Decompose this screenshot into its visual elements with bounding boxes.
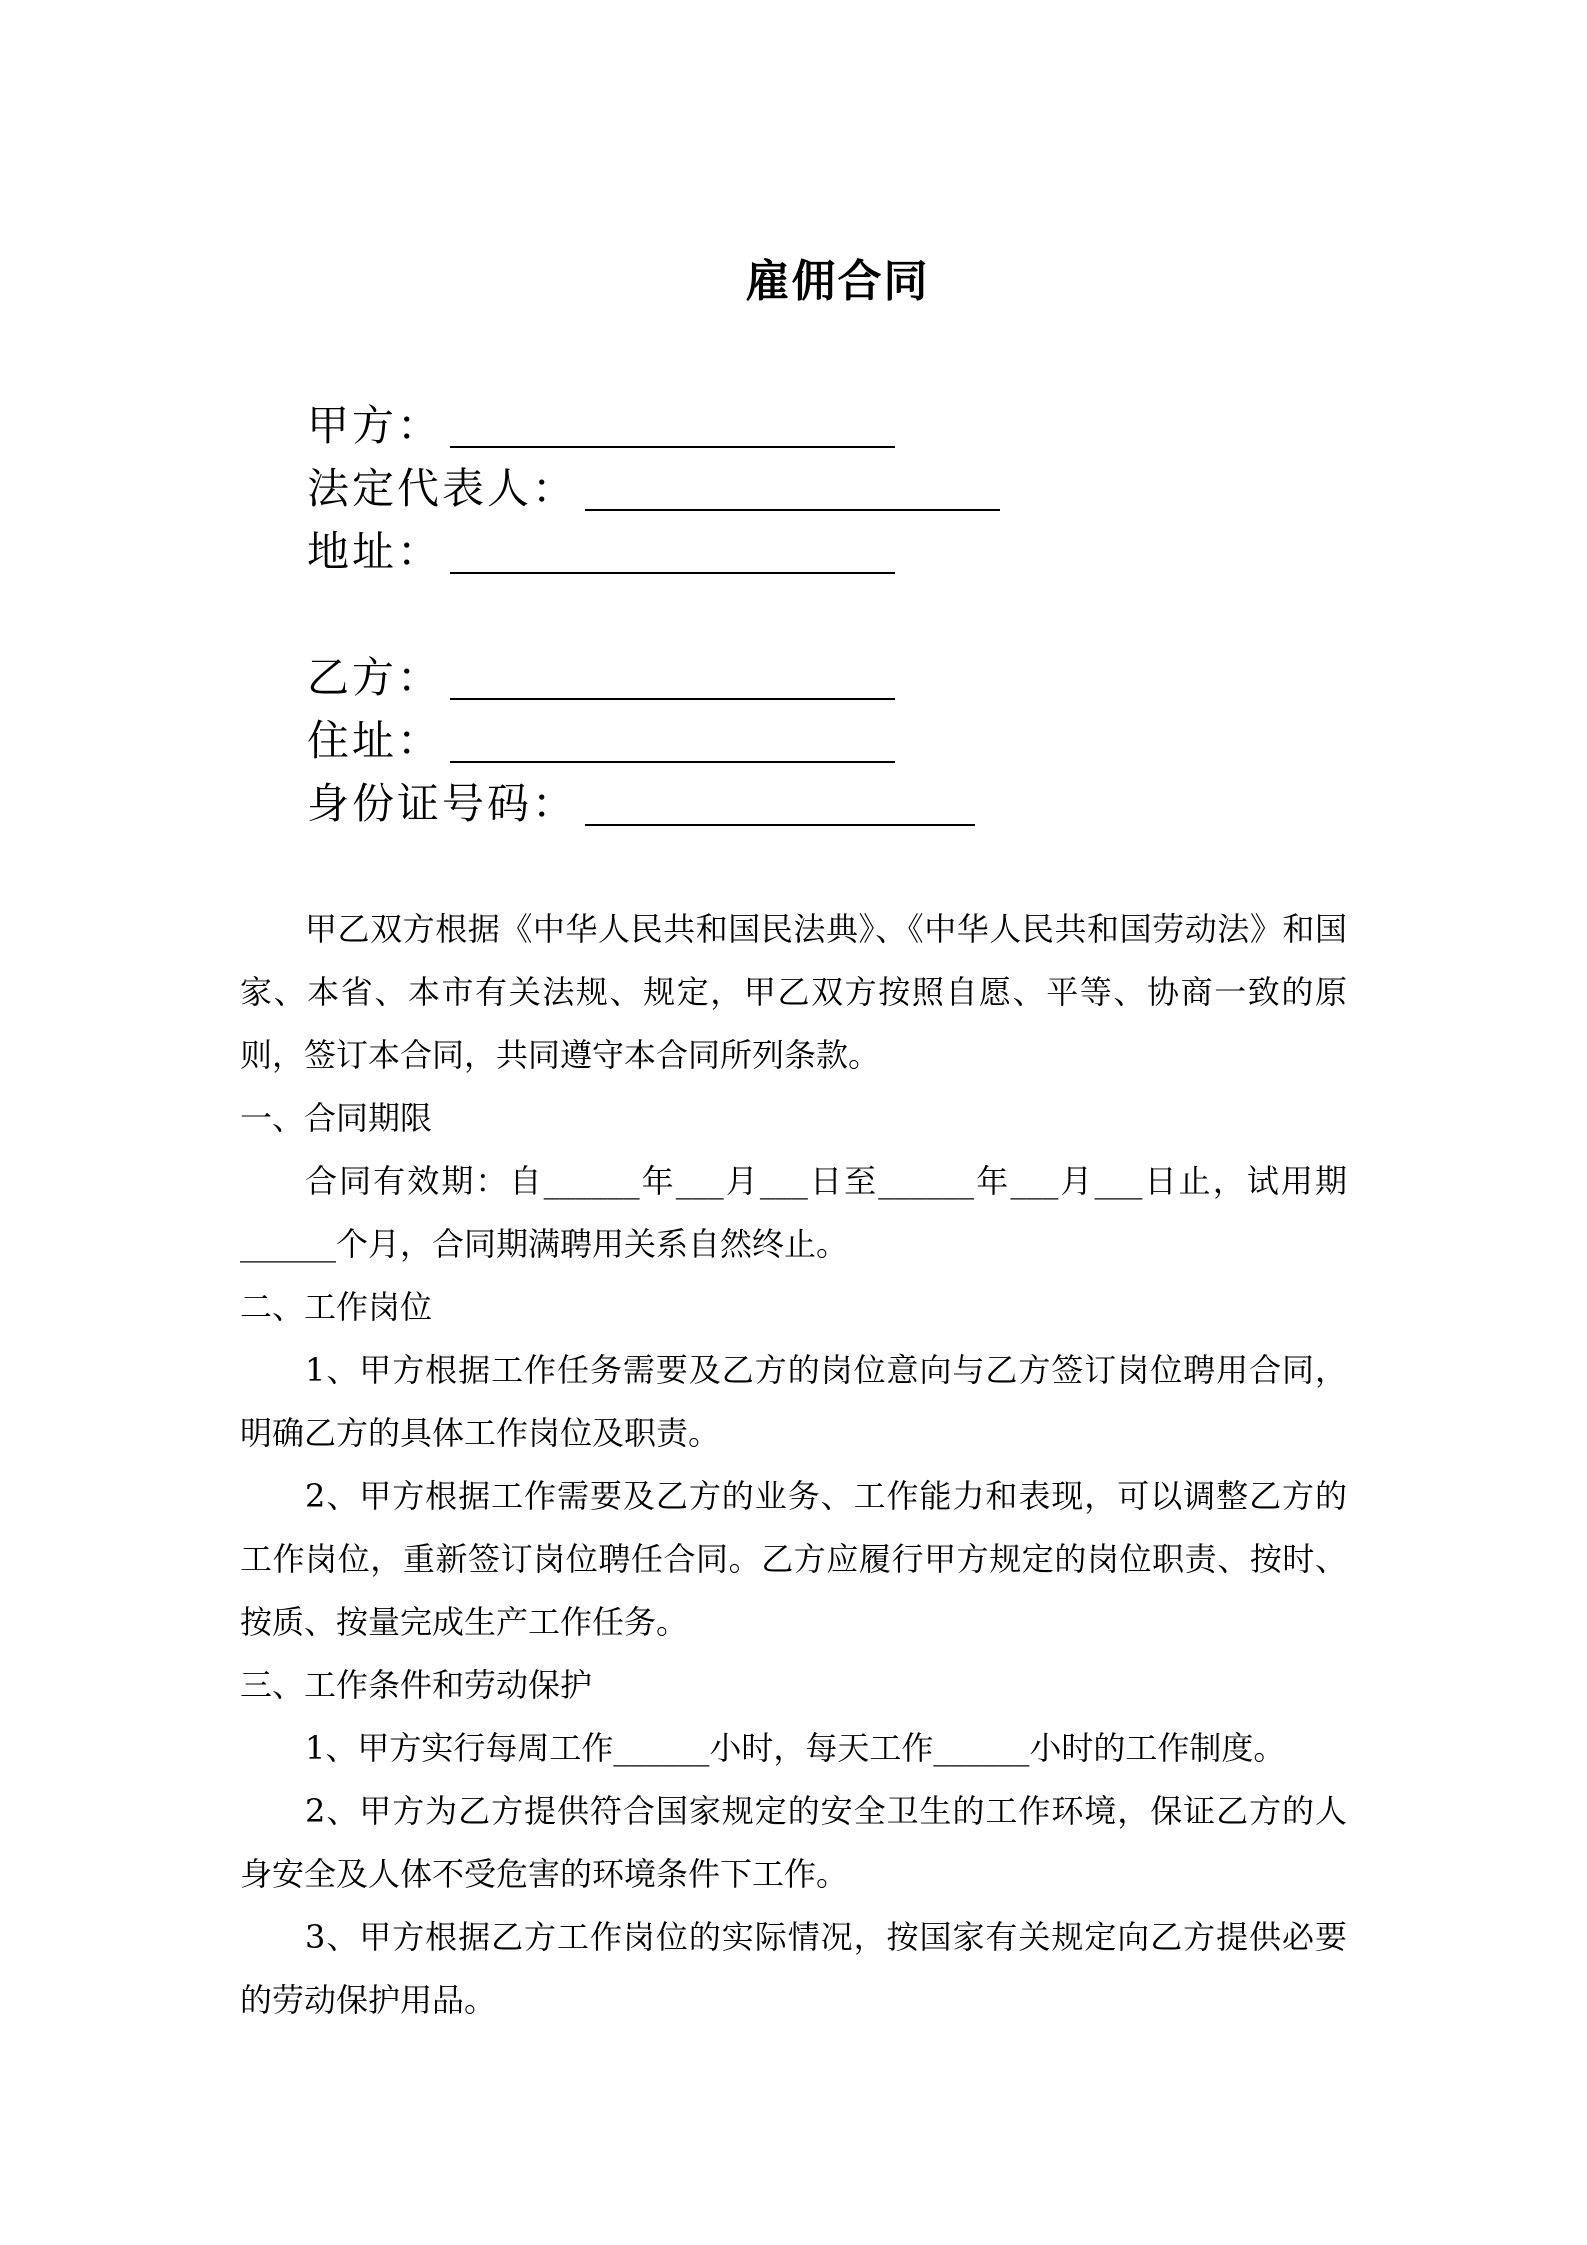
section-2-clause-1: 1、甲方根据工作任务需要及乙方的岗位意向与乙方签订岗位聘用合同，明确乙方的具体工作岗位及职责。 [240,1351,1347,1452]
legal-representative-label: 法定代表人： [307,464,578,513]
party-a-block [240,394,1347,583]
section-3-clause-3: 3、甲方根据乙方工作岗位的实际情况，按国家有关规定向乙方提供必要的劳动保护用品。 [240,1918,1347,2019]
party-a-name-blank [450,438,895,448]
section-2-heading: 二、工作岗位 [240,1288,433,1326]
party-b-name-field [240,646,1347,709]
party-a-name-label: 甲方： [307,401,443,450]
preamble-paragraph: 甲乙双方根据《中华人民共和国民法典》、《中华人民共和国劳动法》和国家、本省、本市有关法规、规定，甲乙双方按照自愿、平等、协商一致的原则，签订本合同，共同遵守本合同所列条款。 [240,910,1347,1074]
section-3-clause-2: 2、甲方为乙方提供符合国家规定的安全卫生的工作环境，保证乙方的人身安全及人体不受危害的环境条件下工作。 [240,1792,1347,1893]
party-b-residence-field [240,709,1347,772]
party-b-residence-blank [450,753,895,763]
party-a-address-field [240,520,1347,583]
party-a-address-label: 地址： [307,527,443,576]
party-b-id-number-field [240,772,1347,835]
page-title: 雇佣合同 [745,256,930,307]
contract-body [240,898,1347,2032]
section-2-clause-2: 2、甲方根据工作需要及乙方的业务、工作能力和表现，可以调整乙方的工作岗位，重新签订岗位聘任合同。乙方应履行甲方规定的岗位职责、按时、按质、按量完成生产工作任务。 [240,1477,1347,1641]
section-1-heading: 一、合同期限 [240,1099,433,1137]
party-b-block [240,646,1347,835]
legal-representative-field [240,457,1347,520]
party-b-id-number-label: 身份证号码： [307,779,578,828]
party-b-name-blank [450,690,895,700]
section-3-clause-1: 1、甲方实行每周工作______小时，每天工作______小时的工作制度。 [305,1729,1286,1767]
party-a-address-blank [450,564,895,574]
party-b-name-label: 乙方： [307,653,443,702]
party-b-residence-label: 住址： [307,716,443,765]
section-3-heading: 三、工作条件和劳动保护 [240,1666,593,1704]
section-1-clause-1: 合同有效期：自______年___月___日至______年___月___日止，试用期______个月，合同期满聘用关系自然终止。 [240,1162,1347,1263]
party-a-name-field [240,394,1347,457]
legal-representative-blank [585,501,1000,511]
party-b-id-number-blank [585,816,975,826]
